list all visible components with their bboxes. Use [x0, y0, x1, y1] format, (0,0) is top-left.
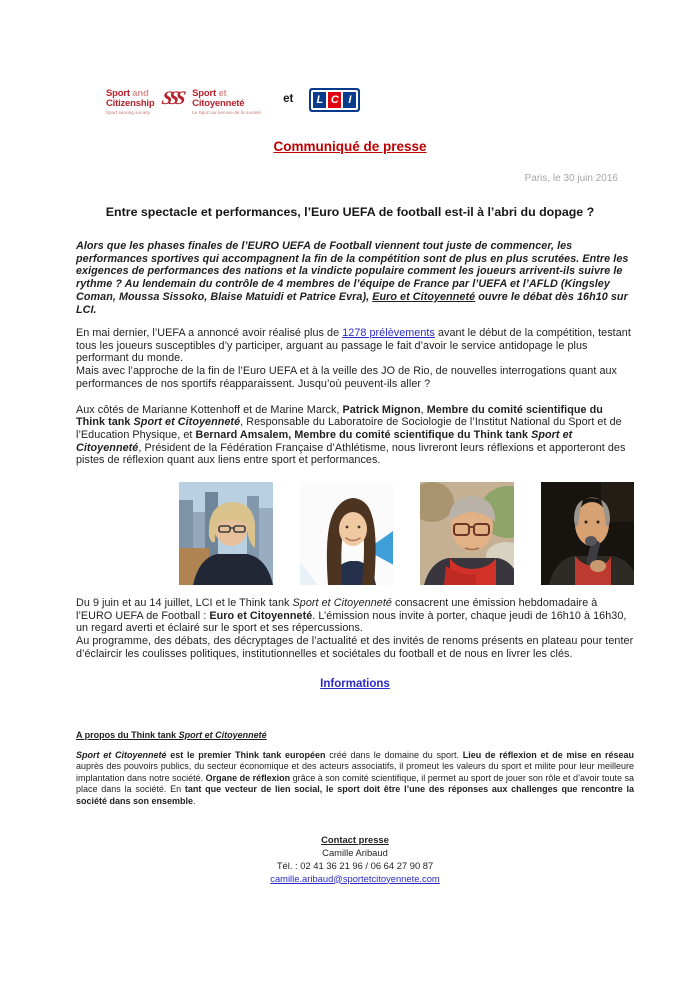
paragraph-uefa-tests	[76, 327, 634, 391]
communique-label: Communiqué de presse	[273, 139, 427, 154]
logo-en-tagline: Sport serving society	[106, 110, 151, 115]
logo-separator-et: et	[283, 93, 294, 105]
lci-letter-i: I	[343, 92, 356, 108]
intro-text: Alors que les phases finales de l’EURO UEFA de Football viennent tout juste de commencer, les performances sportives qui accompagnent la fin de la compétition sont de plus en plus scrutées. Entre les exigences de performances des nations et la vindicte populaire comment les joueurs arrivent-ils suivre le rythme ? Au lendemain du contrôle de 4 membres de l’équipe de France par l’UEFA et l’AFLD (Kingsley Coman, Moussa Sissoko, Blaise Matuidi et Patrice Evra),	[76, 240, 629, 303]
prelevements-link[interactable]: 1278 prélèvements	[342, 327, 435, 340]
p3-text: Aux côtés de Marianne Kottenhoff et de Marine Marck,	[76, 403, 343, 416]
p2-text: En mai dernier, l’UEFA a annoncé avoir réalisé plus de	[76, 327, 343, 340]
lci-letter-l: L	[313, 92, 326, 108]
contact-phone: Tél. : 02 41 36 21 96 / 06 64 27 90 87	[276, 859, 434, 871]
header-logo-row	[106, 0, 700, 116]
contact-heading: Contact presse	[321, 833, 389, 845]
logo-en-line1: Sport	[106, 88, 130, 99]
intro-paragraph	[76, 240, 634, 316]
sss-logo-icon: SSS	[160, 88, 185, 109]
photo-man-red-sweater-microphone	[541, 482, 635, 585]
about-paragraph: Sport et Citoyenneté est le premier Think tank européen créé dans le domaine du sport. Lieu de réflexion et de mise en réseau auprès des pouvoirs publics, du secteur économique et des acteurs associatifs, il promeut les valeurs du sport et milite pour leur meilleure implantation dans notre société. Organe de réflexion grâce à son comité scientifique, il permet au sport de jouer son rôle et d’avoir toute sa place dans la société. En tant que vecteur de lien social, le sport doit être l’une des réponses aux challenges que rencontre la société dans son ensemble.	[76, 749, 635, 806]
p2-text-cont: avant le début de la compétition, testant tous les joueurs susceptibles d’y participer, arguant au passage le fait d’avoir le service antidopage le plus performant du monde.	[76, 327, 631, 365]
p4-euro-citoyennete: Euro et Citoyenneté	[209, 609, 313, 622]
intro-text-end: ouvre le débat dès 16h10 sur LCI.	[76, 290, 628, 316]
lci-letter-c: C	[328, 92, 341, 108]
sport-citizenship-en	[106, 89, 154, 115]
informations-link[interactable]: Informations	[320, 677, 390, 690]
page-title: Entre spectacle et performances, l’Euro UEFA de football est-il à l’abri du dopage ?	[105, 205, 595, 219]
logo-fr-line1b: et	[218, 88, 227, 99]
logo-fr-line2: Citoyenneté	[192, 97, 245, 109]
sport-citizenship-logo	[106, 89, 261, 115]
about-heading: A propos du Think tank Sport et Citoyenneté	[76, 729, 267, 740]
photo-man-glasses-red-scarf	[420, 482, 514, 585]
p4-line2: Au programme, des débats, des décryptages de l’actualité et des invités de renoms présents en plateau pour tenter d’éclaircir les coulisses politiques, institutionnelles et sociétales du football et de nous en livrer les clés.	[76, 635, 634, 660]
logo-fr-tagline: Le Sport au service de la société	[192, 110, 262, 115]
paragraph-emission: Du 9 juin et au 14 juillet, LCI et le Think tank Sport et Citoyenneté consacrent une émission hebdomadaire à l’EURO UEFA de Football : Euro et Citoyenneté. L’émission nous invite à porter, chaque jeudi de 16h10 à 16h30, un regard averti et éclairé sur le sport et ses répercussions. Au programme, des débats, des décryptages de l’actualité et des invités de renoms présents en plateau pour tenter d’éclaircir les coulisses politiques, institutionnelles et sociétales du football et de nous en livrer les clés.	[76, 597, 634, 660]
photo-woman-brown-hair	[300, 482, 394, 585]
p2-line2: Mais avec l’approche de la fin de l’Euro UEFA et à la veille des JO de Rio, de nouvelles interrogations quant aux performances de nos sportifs réapparaissent. Jusqu’où peuvent-ils aller ?	[76, 365, 618, 390]
document-body	[0, 240, 700, 885]
photo-woman-blonde-studio	[179, 482, 273, 585]
logo-en-line2: Citizenship	[106, 97, 155, 109]
communique-heading	[0, 138, 700, 156]
intro-euro-citoyennete: Euro et Citoyenneté	[372, 290, 476, 303]
contact-email-link[interactable]: camille.aribaud@sportetcitoyennete.com	[270, 872, 440, 884]
p3-patrick-mignon: Patrick Mignon	[342, 403, 421, 416]
logo-fr-line1: Sport	[192, 88, 216, 99]
sport-citoyennete-fr	[192, 89, 261, 115]
paragraph-guests: Aux côtés de Marianne Kottenhoff et de Marine Marck, Patrick Mignon, Membre du comité scientifique du Think tank Sport et Citoyenneté, Responsable du Laboratoire de Sociologie de l’Institut National du Sport et de l’Education Physique, et Bernard Amsalem, Membre du comité scientifique du Think tank Sport et Citoyenneté, Président de la Fédération Française d’Athlétisme, nous livreront leurs réflexions et apporteront des pistes de réflexion quant aux liens entre sport et performances.	[76, 403, 626, 467]
guest-photo-strip	[179, 482, 634, 585]
lci-logo-icon	[309, 88, 360, 112]
p3-bernard-amsalem: Bernard Amsalem, Membre du comité scientifique du Think tank	[195, 428, 532, 441]
informations-section	[76, 674, 634, 692]
logo-en-line1b: and	[132, 88, 149, 99]
dateline: Paris, le 30 juin 2016	[524, 173, 618, 184]
contact-name: Camille Aribaud	[322, 846, 388, 858]
contact-section	[76, 833, 634, 885]
